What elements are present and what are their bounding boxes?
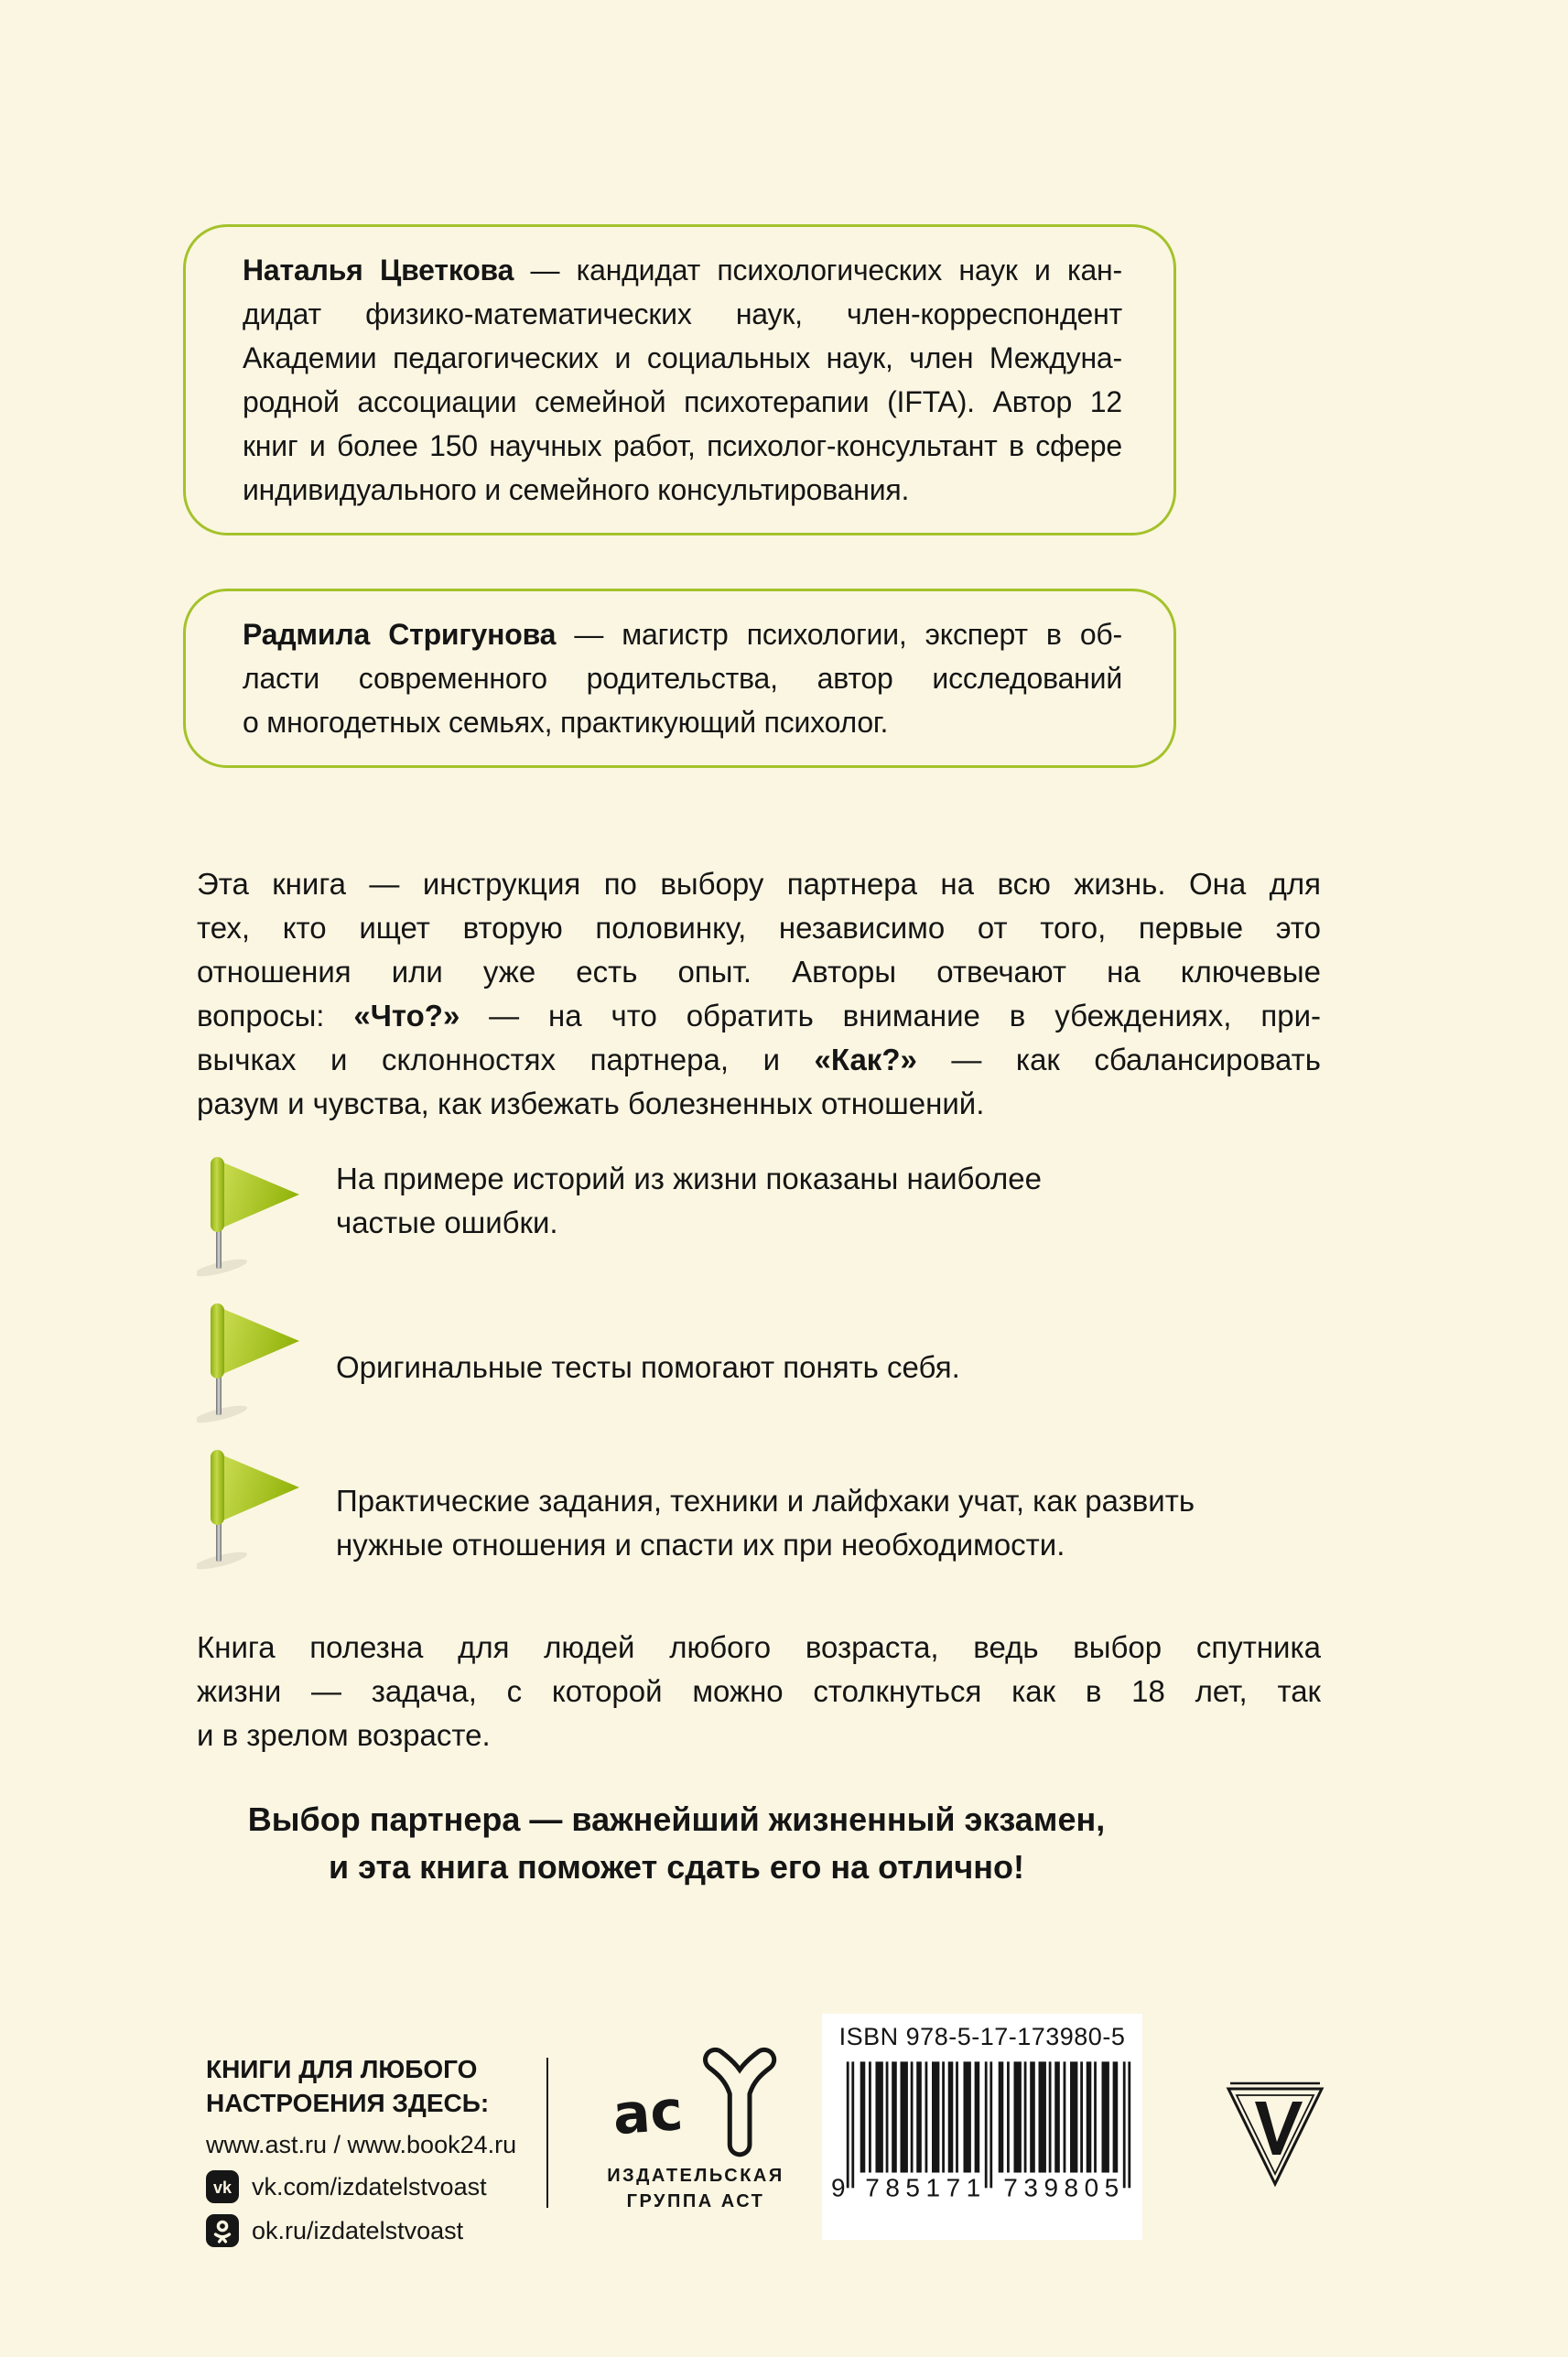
author-bio-box-1 (183, 224, 1176, 535)
bio1-line: Академии педагогических и социальных наук, член Междуна- (243, 341, 1122, 374)
publisher-caption: ИЗДАТЕЛЬСКАЯ ГРУППА АСТ (607, 2166, 784, 2211)
promo-block (206, 2052, 516, 2247)
author2-name: Радмила Стригунова (243, 618, 557, 651)
book-description: Эта книга — инструкция по выбору партнера на всю жизнь. Она для тех, кто ищет вторую половинку, независимо от того, первые это отношения или уже есть опыт. Авторы отвечают на ключевые вопросы: «Что?» — на что обратить внимание в убеждениях, при- вычках и склонностях партнера, и «Как?» — как сбалансировать разум и чувства, как избежать болезненных отношений. (197, 867, 1321, 1120)
svg-text:ас: ас (610, 2079, 685, 2148)
ast-logo-block (569, 2028, 822, 2214)
v-imprint-logo (1225, 2076, 1325, 2190)
cover-content (197, 224, 1321, 1891)
publisher-strip (0, 2014, 1568, 2316)
author-bio-box-2 (183, 589, 1176, 768)
svg-text:785171: 785171 (865, 2173, 987, 2202)
bio2-line: о многодетных семьях, практикующий психолог. (243, 706, 889, 739)
barcode-block (822, 2014, 1142, 2240)
tagline: Выбор партнера — важнейший жизненный экзамен, и эта книга поможет сдать его на отлично! (247, 1800, 1106, 1886)
audience-paragraph: Книга полезна для людей любого возраста, ведь выбор спутника жизни — задача, с которой можно столкнуться как в 18 лет, так и в зрелом возрасте. (197, 1630, 1321, 1752)
ok-url: ok.ru/izdatelstvoast (252, 2216, 464, 2244)
ean13-barcode (831, 2055, 1133, 2203)
flag-icon (197, 1444, 307, 1573)
vk-url: vk.com/izdatelstvoast (252, 2172, 487, 2200)
svg-text:739805: 739805 (1003, 2173, 1125, 2202)
svg-text:vk: vk (212, 2179, 232, 2197)
feature-text: На примере историй из жизни показаны наиболее частые ошибки. (336, 1162, 1043, 1239)
promo-heading: КНИГИ ДЛЯ ЛЮБОГО НАСТРОЕНИЯ ЗДЕСЬ: (206, 2055, 490, 2117)
vk-row (206, 2170, 516, 2203)
ok-icon (206, 2214, 239, 2247)
vk-icon (206, 2170, 239, 2203)
feature-item (197, 1151, 1321, 1280)
feature-item (197, 1298, 1321, 1426)
bio2-line: ласти современного родительства, автор исследований (243, 662, 1122, 695)
emphasis-what: «Что?» (353, 999, 460, 1033)
vertical-divider (546, 2058, 548, 2208)
bio1-line: индивидуального и семейного консультирования. (243, 473, 910, 506)
ast-logo (593, 2028, 799, 2158)
svg-text:9: 9 (831, 2173, 846, 2202)
bio1-line: родной ассоциации семейной психотерапии (IFTA). Автор 12 (243, 385, 1122, 418)
feature-list (197, 1151, 1321, 1573)
feature-text: Оригинальные тесты помогают понять себя. (336, 1350, 960, 1384)
flag-icon (197, 1151, 307, 1280)
author1-name: Наталья Цветкова (243, 254, 514, 287)
ok-row (206, 2214, 516, 2247)
feature-item (197, 1444, 1321, 1573)
bio1-line: дидат физико-математических наук, член-корреспондент (243, 297, 1122, 330)
feature-text: Практические задания, техники и лайфхаки учат, как развить нужные отношения и спасти их при необходимости. (336, 1484, 1195, 1562)
flag-icon (197, 1298, 307, 1426)
emphasis-how: «Как?» (814, 1043, 917, 1076)
isbn-number: ISBN 978-5-17-173980-5 (838, 2023, 1126, 2050)
bio2-line: Радмила Стригунова — магистр психологии, эксперт в об- (243, 618, 1122, 651)
bio1-line: книг и более 150 научных работ, психолог-консультант в сфере (243, 429, 1122, 462)
websites: www.ast.ru / www.book24.ru (206, 2131, 517, 2158)
bio1-line: Наталья Цветкова — кандидат психологических наук и кан- (243, 254, 1122, 287)
